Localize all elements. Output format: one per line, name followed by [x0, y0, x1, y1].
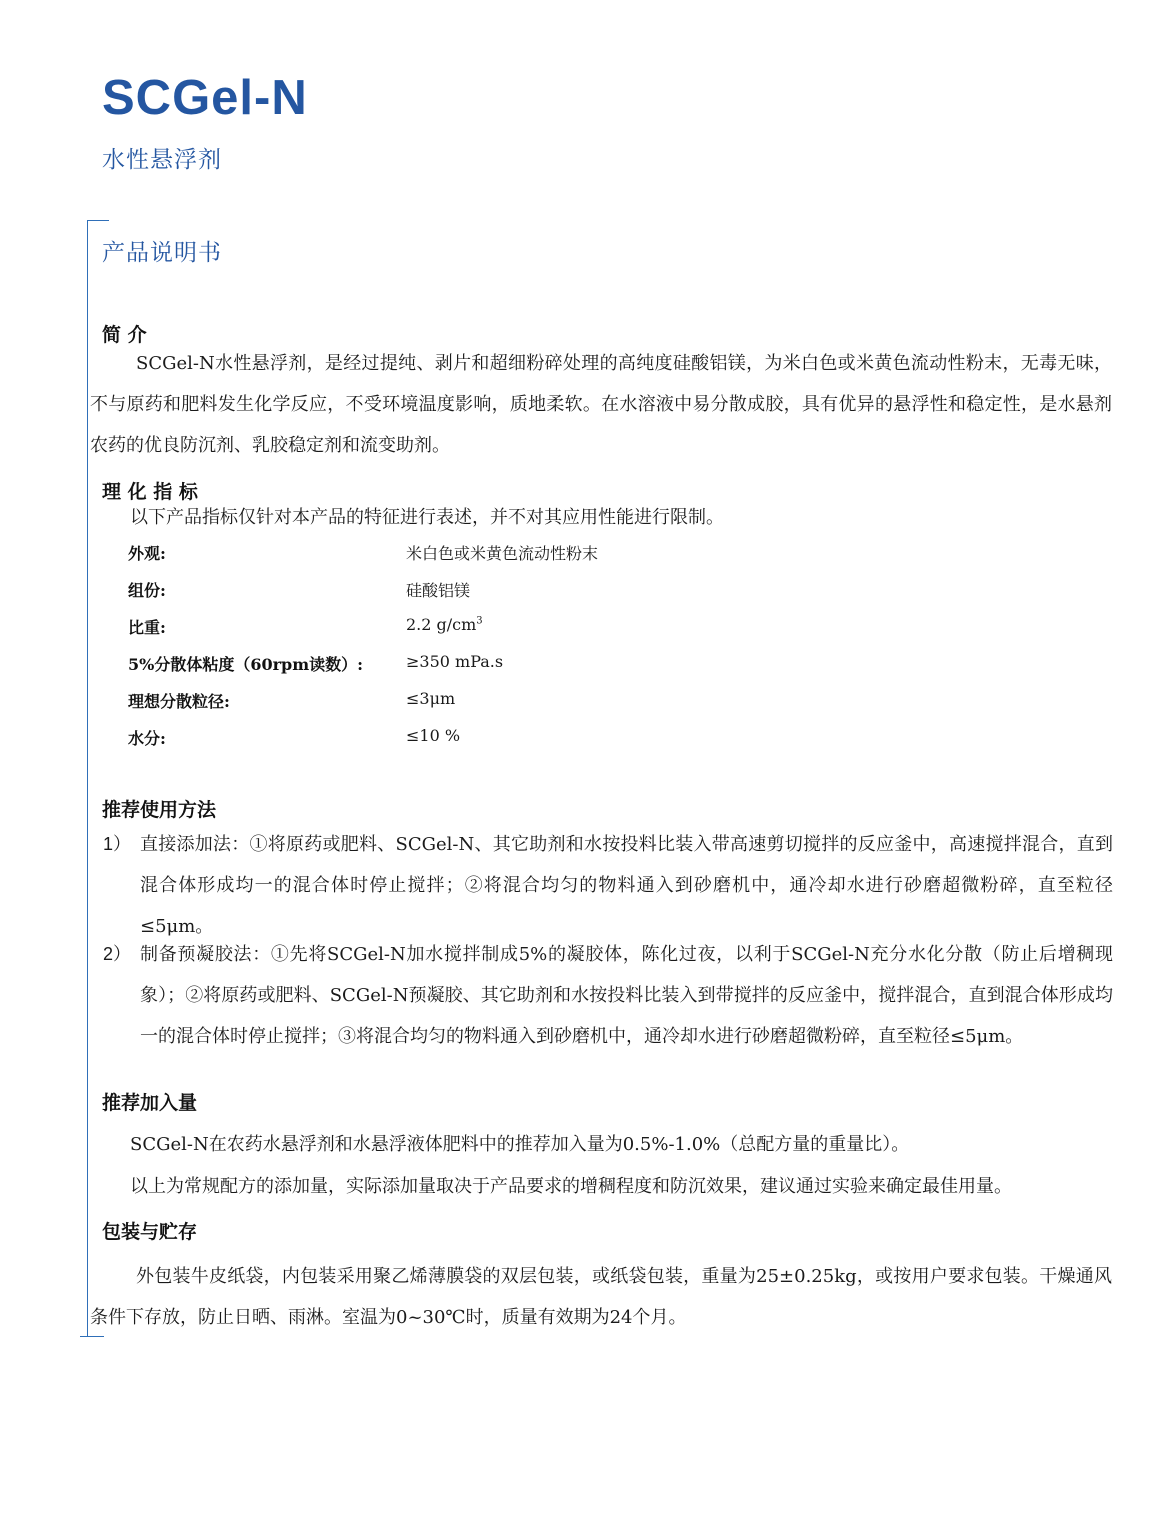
storage-text: 外包装牛皮纸袋，内包装采用聚乙烯薄膜袋的双层包装，或纸袋包装，重量为25±0.25kg，或按用户要求包装。干燥通风条件下存放，防止日晒、雨淋。室温为0~30℃时，质量有效期为24个月。 — [90, 1266, 1112, 1328]
spec-row — [128, 652, 828, 676]
dosage-heading: 推荐加入量 — [102, 1092, 198, 1114]
spec-row — [128, 726, 828, 750]
spec-value: 2.2 g/cm — [406, 615, 477, 634]
spec-label: 组份: — [128, 581, 166, 600]
manual-title: 产品说明书 — [102, 240, 222, 266]
intro-paragraph — [90, 343, 1112, 466]
storage-heading: 包装与贮存 — [102, 1221, 198, 1243]
step-number: 1） — [103, 834, 132, 854]
dosage-line: 以上为常规配方的添加量，实际添加量取决于产品要求的增稠程度和防沉效果，建议通过实验来确定最佳用量。 — [130, 1176, 1012, 1197]
spec-label: 水分: — [128, 729, 166, 748]
frame-left-border — [87, 220, 88, 1336]
spec-row — [128, 689, 828, 713]
dosage-line: SCGel-N在农药水悬浮剂和水悬浮液体肥料中的推荐加入量为0.5%-1.0%（总配方量的重量比）。 — [130, 1134, 910, 1155]
spec-label: 理想分散粒径: — [128, 692, 230, 711]
spec-label: 外观: — [128, 544, 166, 563]
intro-text: SCGel-N水性悬浮剂，是经过提纯、剥片和超细粉碎处理的高纯度硅酸铝镁，为米白色或米黄色流动性粉末，无毒无味，不与原药和肥料发生化学反应，不受环境温度影响，质地柔软。在水溶液中易分散成胶，具有优异的悬浮性和稳定性，是水悬剂农药的优良防沉剂、乳胶稳定剂和流变助剂。 — [90, 353, 1112, 456]
spec-row — [128, 615, 828, 639]
step-number: 2） — [103, 944, 132, 964]
frame-top-tick — [87, 220, 109, 221]
step-text: 直接添加法：①将原药或肥料、SCGel-N、其它助剂和水按投料比装入带高速剪切搅拌的反应釜中，高速搅拌混合，直到混合体形成均一的混合体时停止搅拌；②将混合均匀的物料通入到砂磨机中，通冷却水进行砂磨超微粉碎，直至粒径≤5μm。 — [140, 834, 1113, 937]
step-text: 制备预凝胶法：①先将SCGel-N加水搅拌制成5%的凝胶体，陈化过夜，以利于SCGel-N充分水化分散（防止后增稠现象）；②将原药或肥料、SCGel-N预凝胶、其它助剂和水按投料比装入到带搅拌的反应釜中，搅拌混合，直到混合体形成均一的混合体时停止搅拌；③将混合均匀的物料通入到砂磨机中，通冷却水进行砂磨超微粉碎，直至粒径≤5μm。 — [140, 944, 1113, 1047]
intro-heading: 简 介 — [102, 324, 147, 346]
spec-value-with-unit — [406, 615, 483, 634]
spec-value: ≤3μm — [406, 689, 456, 708]
product-subtitle: 水性悬浮剂 — [102, 147, 222, 173]
specs-note: 以下产品指标仅针对本产品的特征进行表述，并不对其应用性能进行限制。 — [130, 507, 724, 528]
spec-value: ≥350 mPa.s — [406, 652, 504, 671]
spec-label: 比重: — [128, 618, 166, 637]
spec-row — [128, 578, 828, 602]
product-name: SCGel-N — [102, 71, 308, 125]
spec-label: 5%分散体粘度（60rpm读数）: — [128, 655, 364, 674]
spec-row — [128, 541, 828, 565]
spec-value: 硅酸铝镁 — [406, 581, 471, 600]
spec-superscript: 3 — [476, 615, 483, 627]
spec-value: 米白色或米黄色流动性粉末 — [406, 544, 599, 563]
specs-heading: 理 化 指 标 — [102, 481, 198, 503]
storage-paragraph — [90, 1256, 1112, 1338]
usage-heading: 推荐使用方法 — [102, 799, 217, 821]
spec-value: ≤10 % — [406, 726, 461, 745]
